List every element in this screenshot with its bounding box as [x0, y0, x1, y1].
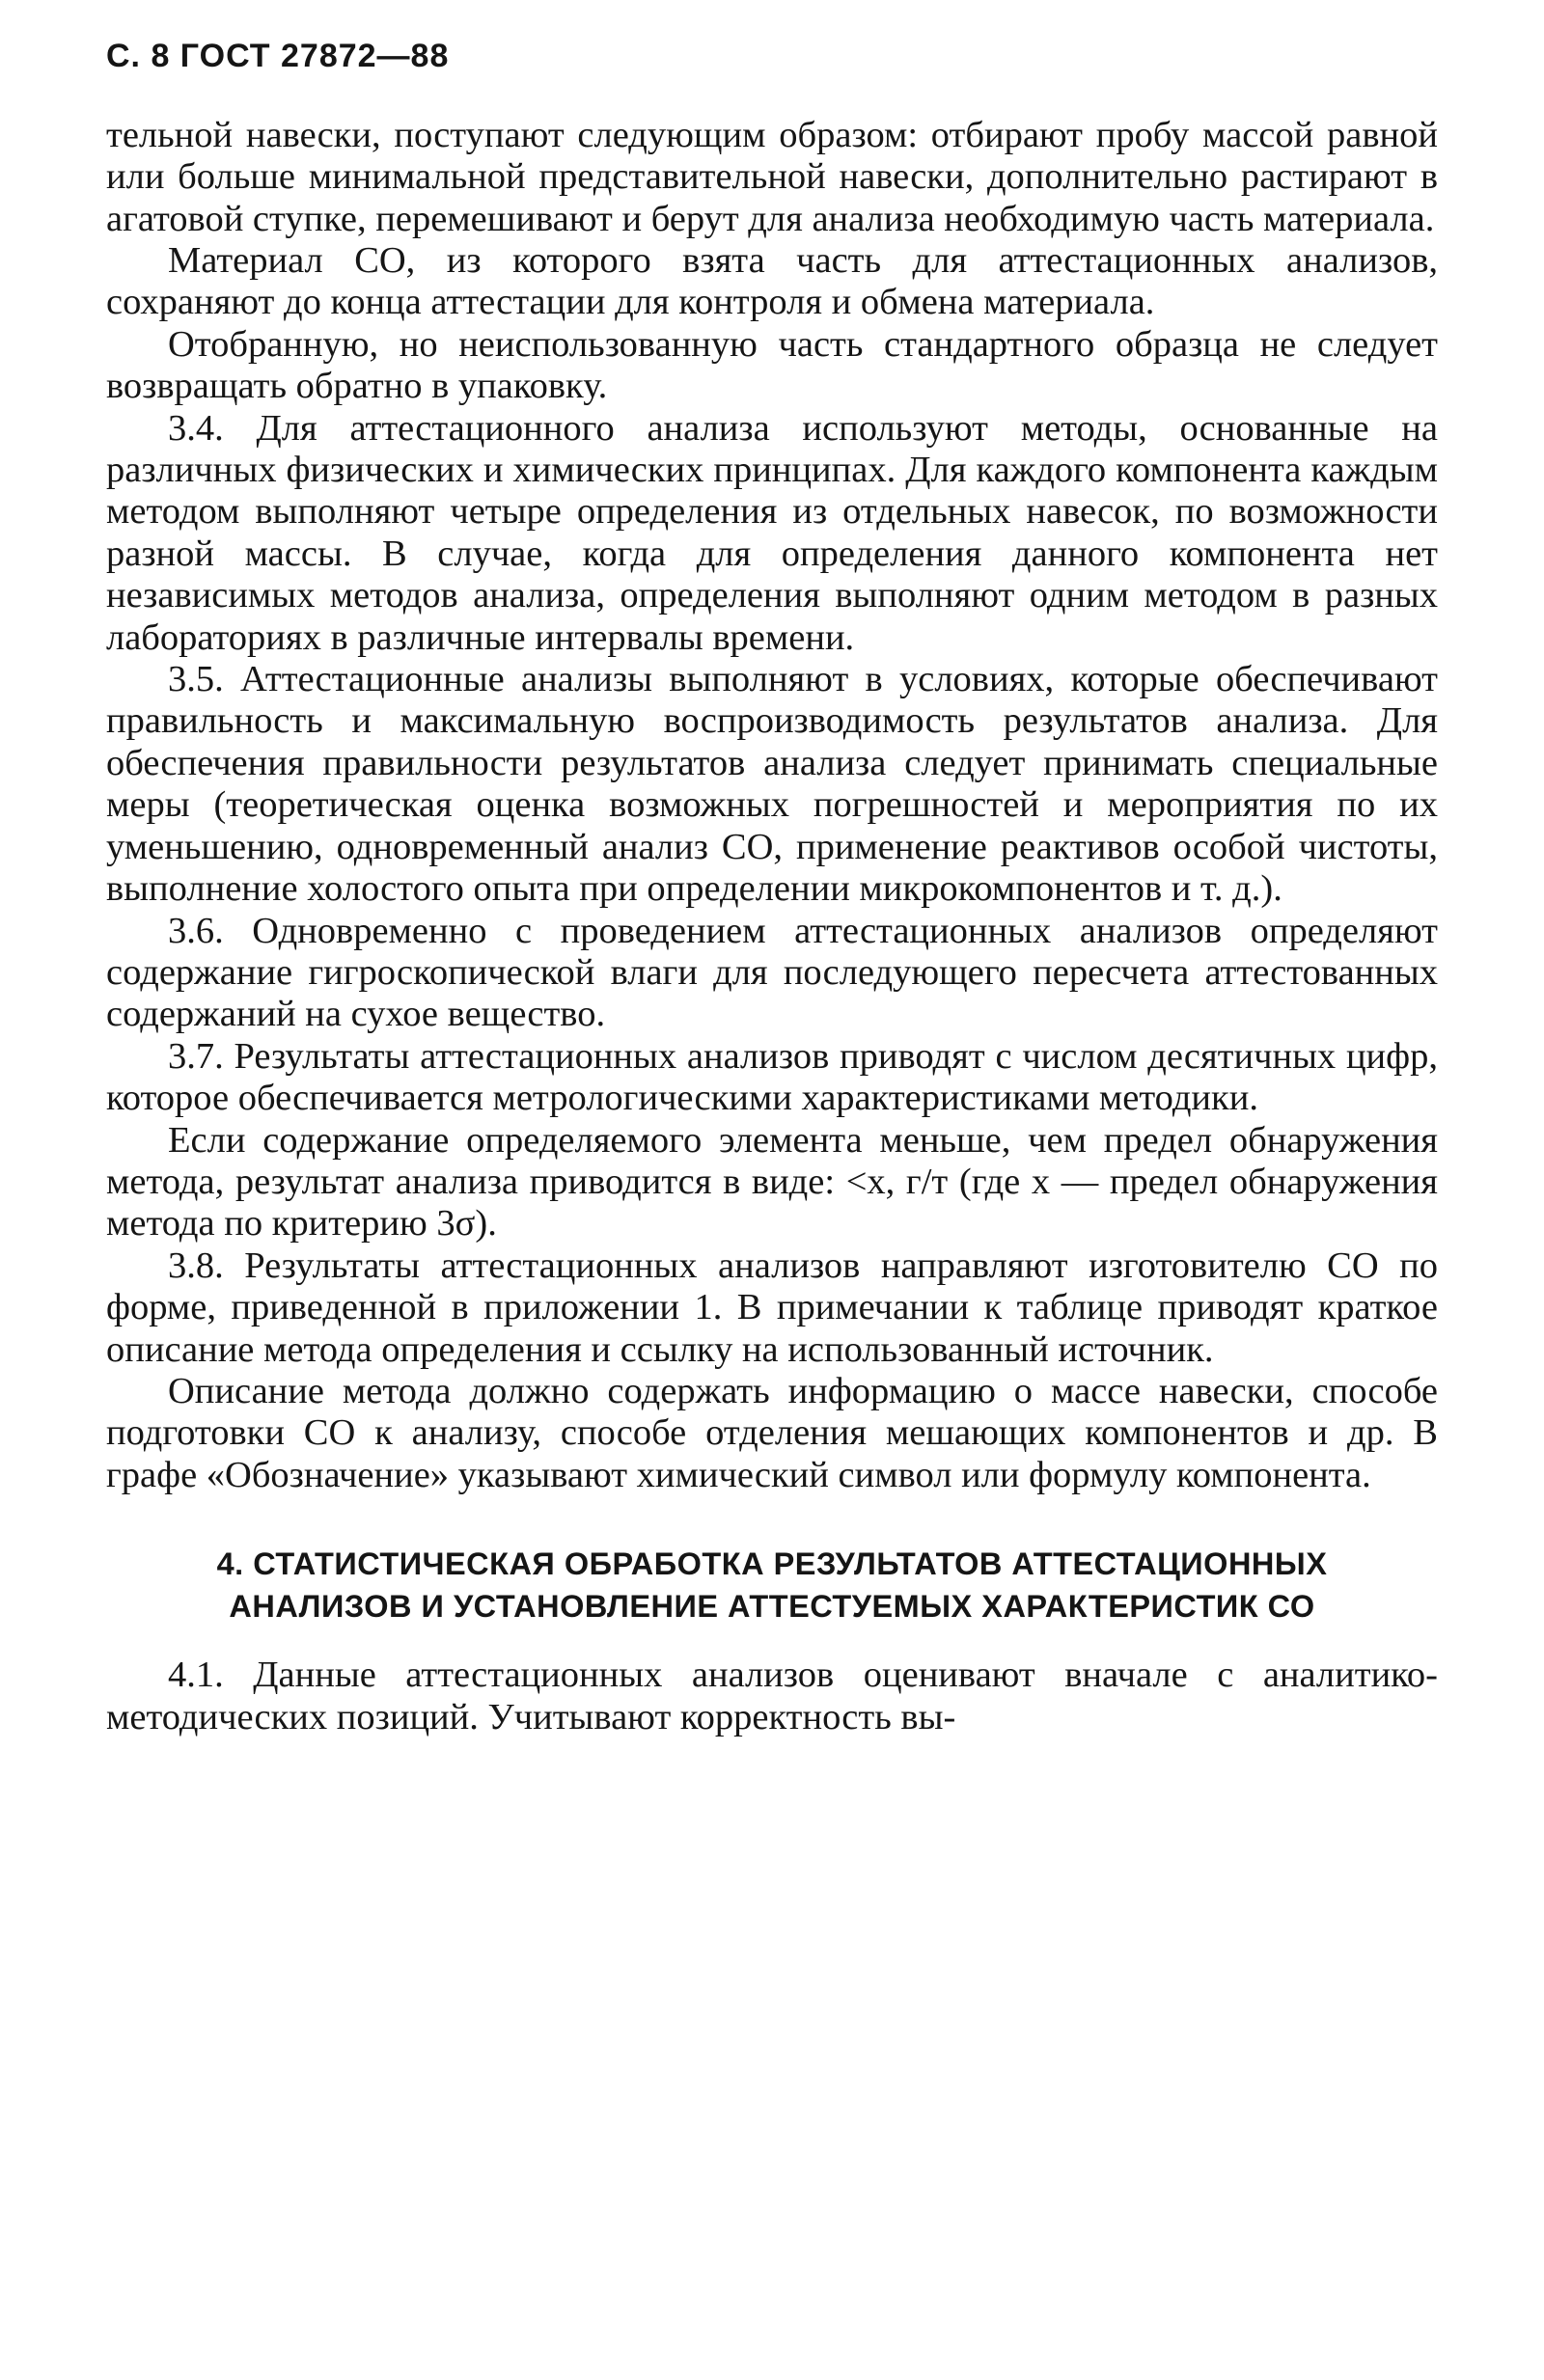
- clause-3-8: 3.8. Результаты аттестационных анализов направляют изготовителю СО по форме, приведенной в приложении 1. В примечании к таблице приводят краткое описание метода определения и ссылку на использованный источник.: [106, 1245, 1438, 1370]
- body-text: [106, 115, 1438, 1496]
- clause-3-6: 3.6. Одновременно с проведением аттестационных анализов определяют содержание гигроскопической влаги для последующего пересчета аттестованных содержаний на сухое вещество.: [106, 910, 1438, 1035]
- clause-3-5: 3.5. Аттестационные анализы выполняют в условиях, которые обеспечивают правильность и максимальную воспроизводимость результатов анализа. Для обеспечения правильности результатов анализа следует принимать специальные меры (теоретическая оценка возможных погрешностей и мероприятия по их уменьшению, одновременный анализ СО, применение реактивов особой чистоты, выполнение холостого опыта при определении микрокомпонентов и т. д.).: [106, 659, 1438, 910]
- running-header: С. 8 ГОСТ 27872—88: [106, 38, 450, 74]
- section-4-body: [106, 1655, 1438, 1738]
- paragraph-method-description: Описание метода должно содержать информацию о массе навески, способе подготовки СО к анализу, способе отделения мешающих компонентов и др. В графе «Обозначение» указывают химический символ или формулу компонента.: [106, 1370, 1438, 1495]
- section-4-heading-line-2: АНАЛИЗОВ И УСТАНОВЛЕНИЕ АТТЕСТУЕМЫХ ХАРАКТЕРИСТИК СО: [229, 1589, 1315, 1625]
- paragraph-continuation: тельной навески, поступают следующим образом: отбирают пробу массой равной или больше минимальной представительной навески, дополнительно растирают в агатовой ступке, перемешивают и берут для анализа необходимую часть материала.: [106, 114, 1438, 239]
- clause-3-7: 3.7. Результаты аттестационных анализов приводят с числом десятичных цифр, которое обеспечивается метрологическими характеристиками методики.: [106, 1035, 1438, 1119]
- paragraph-detection-limit: Если содержание определяемого элемента меньше, чем предел обнаружения метода, результат анализа приводится в виде: <x, г/т (где x — предел обнаружения метода по критерию 3σ).: [106, 1119, 1438, 1245]
- paragraph-material-storage: Материал СО, из которого взята часть для аттестационных анализов, сохраняют до конца аттестации для контроля и обмена материала.: [106, 240, 1438, 323]
- section-4-heading-line-1: 4. СТАТИСТИЧЕСКАЯ ОБРАБОТКА РЕЗУЛЬТАТОВ АТТЕСТАЦИОННЫХ: [216, 1546, 1328, 1582]
- document-page: [106, 37, 1438, 1738]
- clause-4-1: 4.1. Данные аттестационных анализов оценивают вначале с аналитико-методических позиций. Учитывают корректность вы-: [106, 1655, 1438, 1737]
- section-4-heading: [106, 1543, 1438, 1628]
- paragraph-unused-part: Отобранную, но неиспользованную часть стандартного образца не следует возвращать обратно в упаковку.: [106, 323, 1438, 407]
- clause-3-4: 3.4. Для аттестационного анализа используют методы, основанные на различных физических и химических принципах. Для каждого компонента каждым методом выполняют четыре определения из отдельных навесок, по возможности разной массы. В случае, когда для определения данного компонента нет независимых методов анализа, определения выполняют одним методом в разных лабораториях в различные интервалы времени.: [106, 407, 1438, 658]
